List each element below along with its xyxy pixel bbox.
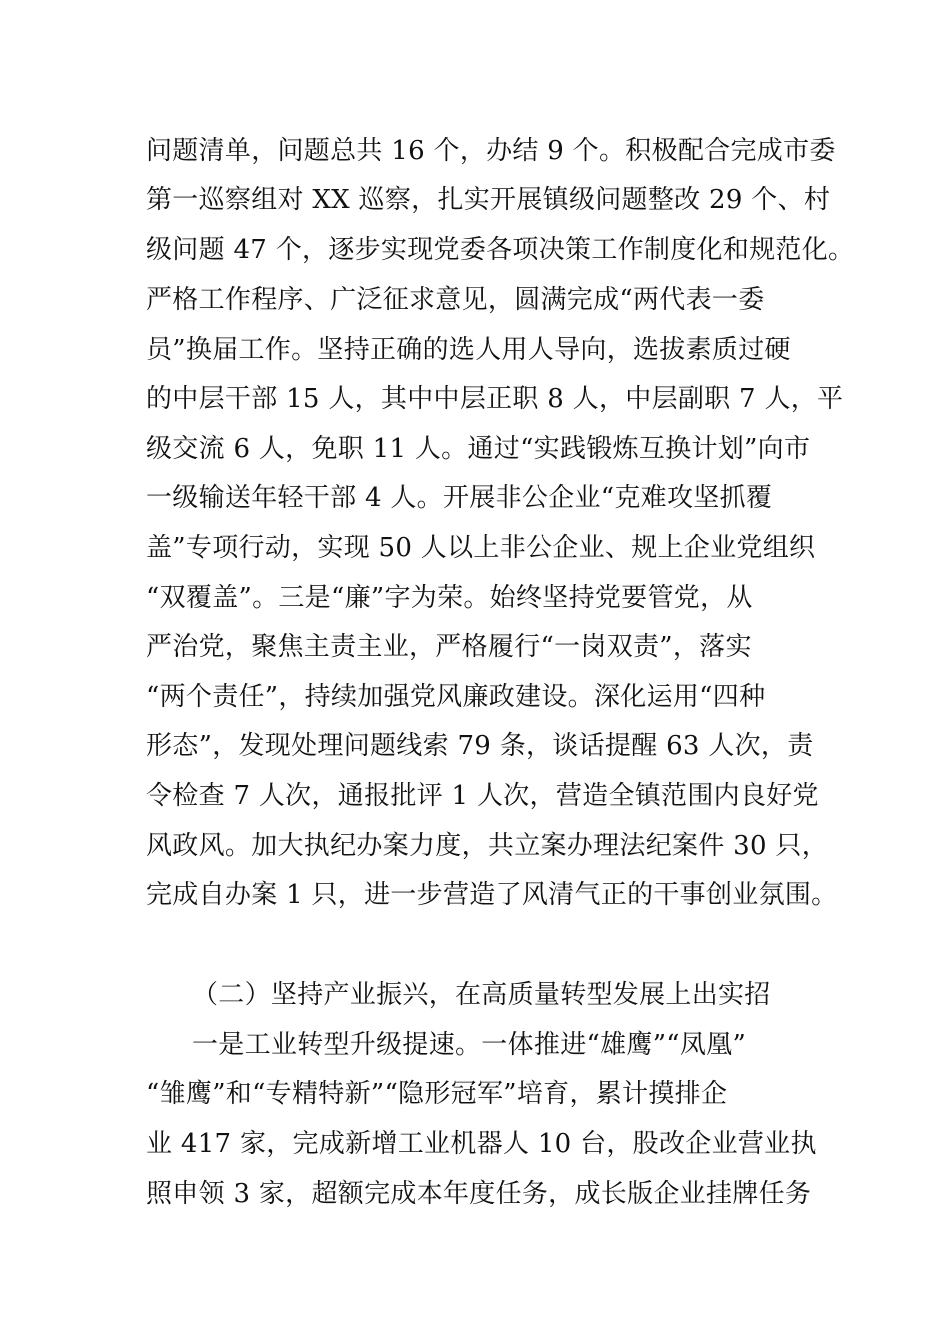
text-line: 员”换届工作。坚持正确的选人用人导向，选拔素质过硬	[146, 335, 791, 365]
text-line: 完成自办案 1 只，进一步营造了风清气正的干事创业氛围。	[146, 880, 838, 910]
text-line: 照申领 3 家，超额完成本年度任务，成长版企业挂牌任务	[146, 1179, 812, 1209]
text-line: “双覆盖”。三是“廉”字为荣。始终坚持党要管党，从	[146, 583, 753, 613]
text-line: 业 417 家，完成新增工业机器人 10 台，股改企业营业执	[146, 1129, 817, 1159]
text-line: 级交流 6 人，免职 11 人。通过“实践锻炼互换计划”向市	[146, 434, 811, 464]
text-line: 严治党，聚焦主责主业，严格履行“一岗双责”，落实	[146, 632, 752, 662]
text-line: 严格工作程序、广泛征求意见，圆满完成“两代表一委	[146, 285, 765, 315]
text-line: “雏鹰”和“专精特新”“隐形冠军”培育，累计摸排企	[146, 1079, 728, 1109]
text-line: 级问题 47 个，逐步实现党委各项决策工作制度化和规范化。	[146, 235, 855, 265]
text-line: 令检查 7 人次，通报批评 1 人次，营造全镇范围内良好党	[146, 781, 819, 811]
text-line: 盖”专项行动，实现 50 人以上非公企业、规上企业党组织	[146, 533, 816, 563]
text-line: 的中层干部 15 人，其中中层正职 8 人，中层副职 7 人，平	[146, 384, 844, 414]
section-heading: （二）坚持产业振兴，在高质量转型发展上出实招	[192, 980, 771, 1010]
text-line: 风政风。加大执纪办案力度，共立案办理法纪案件 30 只，	[146, 831, 829, 861]
text-line: 一是工业转型升级提速。一体推进“雄鹰”“凤凰”	[192, 1030, 747, 1060]
text-line: “两个责任”，持续加强党风廉政建设。深化运用“四种	[146, 682, 766, 712]
text-line: 问题清单，问题总共 16 个，办结 9 个。积极配合完成市委	[146, 136, 836, 166]
text-line: 形态”，发现处理问题线索 79 条，谈话提醒 63 人次，责	[146, 731, 814, 761]
text-line: 第一巡察组对 XX 巡察，扎实开展镇级问题整改 29 个、村	[146, 185, 831, 215]
text-line: 一级输送年轻干部 4 人。开展非公企业“克难攻坚抓覆	[146, 483, 773, 513]
